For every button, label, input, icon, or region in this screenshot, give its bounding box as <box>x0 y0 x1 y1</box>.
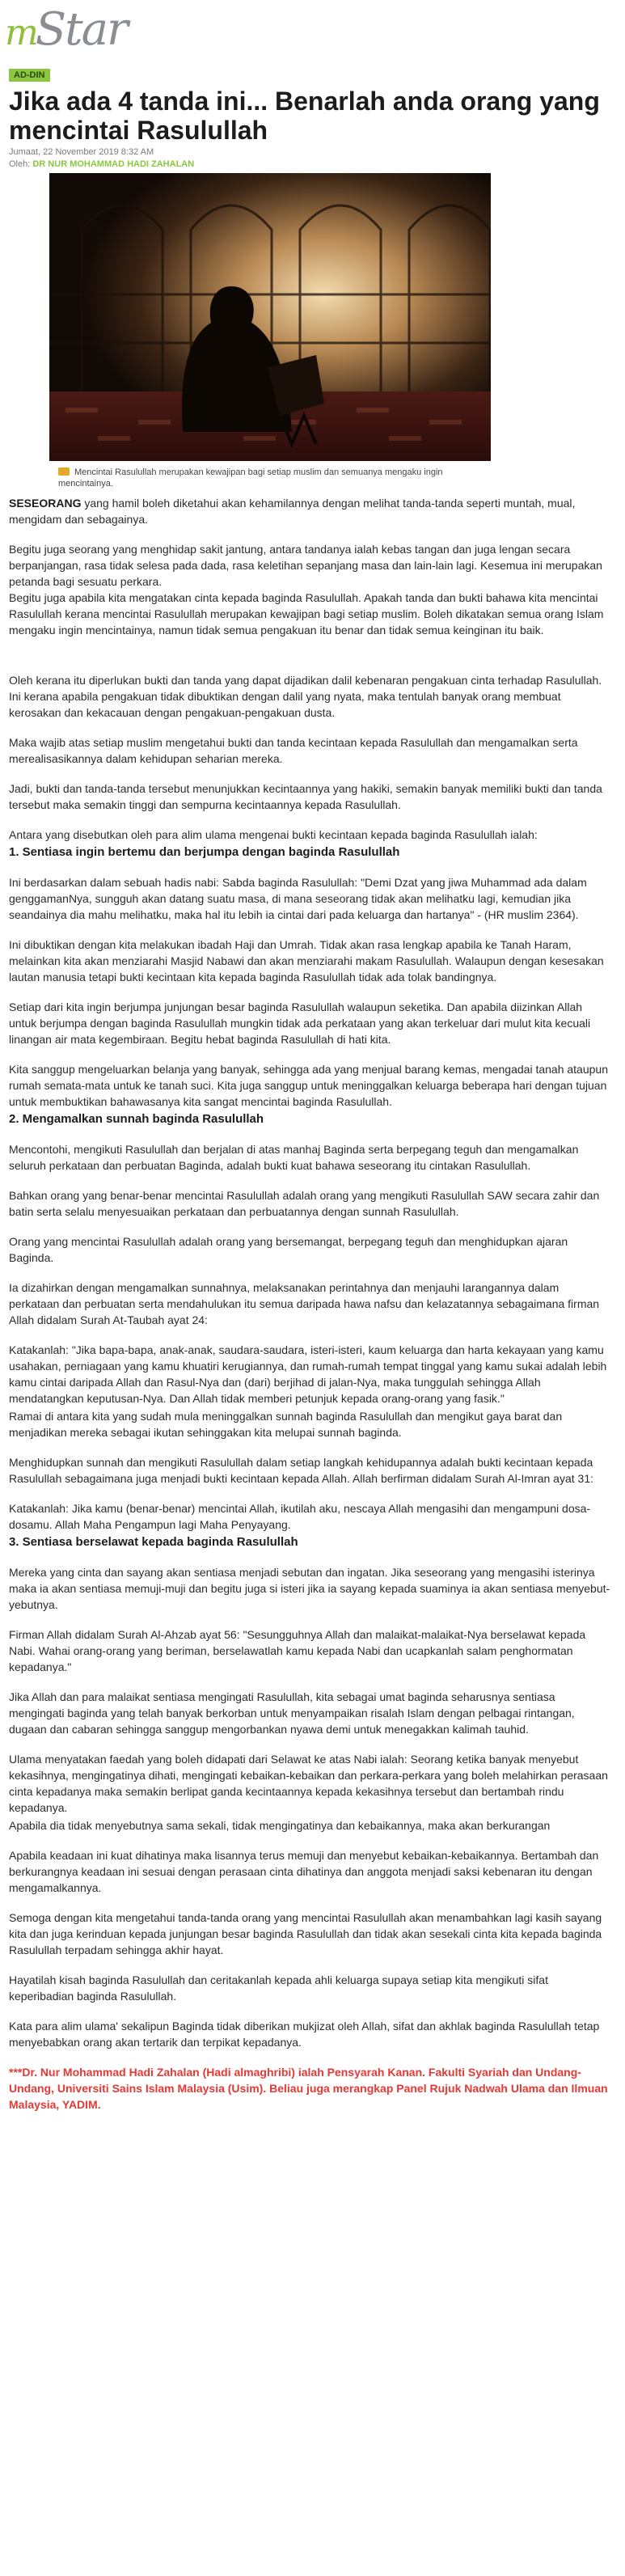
paragraph: Jika Allah dan para malaikat sentiasa mengingati Rasulullah, kita sebagai umat baginda seharusnya sentiasa mengingati baginda yang telah banyak berkorban untuk menyampaikan risalah Islam dengan pelbagai rintangan, dugaan dan cabaran sehingga sanggup mengorbankan nyawa demi untuk menegakkan kalimah tauhid. <box>9 1690 575 1736</box>
paragraph: Apabila keadaan ini kuat dihatinya maka lisannya terus memuji dan menyebut kebaikan-kebaikannya. Bertambah dan berkurangnya keadaan ini sesuai dengan perasaan cinta dihatinya dan anggota menjadi saksi kebenaran itu dengan mengamalkannya. <box>9 1849 599 1894</box>
paragraph: Katakanlah: "Jika bapa-bapa, anak-anak, saudara-saudara, isteri-isteri, kaum keluarga dan harta kekayaan yang kamu usahakan, perniagaan yang kamu khuatiri kerugiannya, dan rumah-rumah tempat tinggal yang kamu sukai adalah lebih kamu cintai daripada Allah dan Rasul-Nya dan (dari) berjihad di jalan-Nya, maka tunggulah sehingga Allah mendatangkan keputusan-Nya. Dan Allah tidak memberi petunjuk kepada orang-orang yang fasik." <box>9 1343 607 1405</box>
hero-image-illustration <box>49 173 491 461</box>
paragraph: Antara yang disebutkan oleh para alim ulama mengenai bukti kecintaan kepada baginda Rasulullah ialah: <box>9 828 538 841</box>
paragraph: Kita sanggup mengeluarkan belanja yang banyak, sehingga ada yang menjual barang kemas, mengadai tanah ataupun rumah semata-mata untuk ke tanah suci. Kita juga sanggup untuk meninggalkan keluarga beberapa hari dengan tujuan untuk membuktikan bahawasanya kita sangat mencintai baginda Rasulullah. <box>9 1063 608 1108</box>
paragraph: Ramai di antara kita yang sudah mula meninggalkan sunnah baginda Rasulullah dan mengikut gaya barat dan menjadikan mereka sebagai ikutan sehinggakan kita melupai sunnah baginda. <box>9 1410 563 1439</box>
section-heading: 2. Mengamalkan sunnah baginda Rasulullah <box>9 1112 264 1126</box>
paragraph: Orang yang mencintai Rasulullah adalah orang yang bersemangat, berpegang teguh dan menghidupkan ajaran Baginda. <box>9 1235 568 1264</box>
paragraph: Firman Allah didalam Surah Al-Ahzab ayat 56: "Sesungguhnya Allah dan malaikat-malaikat-Nya berselawat kepada Nabi. Wahai orang-orang yang beriman, berselawatlah kamu kepada Nabi dan ucapkanlah salam penghormatan kepadanya." <box>9 1628 586 1673</box>
paragraph: Menghidupkan sunnah dan mengikuti Rasulullah dalam setiap langkah kehidupannya adalah bukti kecintaan kepada Rasulullah sebagaimana juga menjadi bukti kecintaan kepada Allah. Allah berfirman didalam Surah Al-Imran ayat 31: <box>9 1456 593 1485</box>
section-heading: 3. Sentiasa berselawat kepada baginda Rasulullah <box>9 1535 298 1549</box>
paragraph: Apabila dia tidak menyebutnya sama sekali, tidak mengingatinya dan kebaikannya, maka akan berkurangan <box>9 1819 551 1832</box>
paragraph: Setiap dari kita ingin berjumpa junjungan besar baginda Rasulullah walaupun seketika. Dan apabila diizinkan Allah untuk berjumpa dengan baginda Rasulullah mungkin tidak ada perkataan yang akan terkeluar dari mulut kita kecuali linangan air mata kegembiraan. Begitu hebat baginda Rasulullah di hati kita. <box>9 1000 591 1046</box>
paragraph: Begitu juga seorang yang menghidap sakit jantung, antara tandanya ialah kebas tangan dan juga lengan secara berpanjangan, rasa tidak selesa pada dada, rasa keletihan sepanjang masa dan lain-lain lagi. Kesemua ini merupakan petanda bagi sesuatu perkara. <box>9 543 602 588</box>
paragraph: Semoga dengan kita mengetahui tanda-tanda orang yang mencintai Rasulullah akan menambahkan lagi kasih sayang kita dan juga kerinduan kepada junjungan besar baginda Rasulullah dan tidak akan sesekali cinta kita kepada baginda Rasulullah terpadam sehingga akhir hayat. <box>9 1911 602 1956</box>
lead-word: SESEORANG <box>9 497 82 510</box>
paragraph: Mereka yang cinta dan sayang akan sentiasa menjadi sebutan dan ingatan. Jika seseorang yang mengasihi isterinya maka ia akan sentiasa memuji-muji dan begitu juga si isteri jika ia sayang kepada suaminya ia akan sentiasa menyebut-yebutnya. <box>9 1566 610 1611</box>
paragraph: Mencontohi, mengikuti Rasulullah dan berjalan di atas manhaj Baginda serta berpegang teguh dan mengamalkan seluruh perkataan dan perbuatan Baginda, adalah bukti kuat bahawa seseorang itu cintakan Rasulullah. <box>9 1143 579 1172</box>
author-link[interactable]: DR NUR MOHAMMAD HADI ZAHALAN <box>32 159 195 169</box>
hero-image <box>49 173 491 461</box>
publish-date: Jumaat, 22 November 2019 8:32 AM <box>9 147 154 157</box>
byline-prefix: Oleh: <box>9 159 33 169</box>
paragraph: Katakanlah: Jika kamu (benar-benar) mencintai Allah, ikutilah aku, nescaya Allah mengasihi dan mengampuni dosa-dosamu. Allah Maha Pengampun lagi Maha Penyayang. <box>9 1502 591 1531</box>
paragraph: Ini berdasarkan dalam sebuah hadis nabi: Sabda baginda Rasulullah: "Demi Dzat yang jiwa Muhammad ada dalam genggamanNya, sungguh akan datang suatu masa, di mana seseorang tidak akan melihatku lagi, kemudian jika seandainya dia mahu melihatku, maka hal itu lebih ia cintai dari pada keluarga dan hartanya" - (HR muslim 2364). <box>9 876 587 921</box>
byline <box>9 159 194 169</box>
paragraph: Maka wajib atas setiap muslim mengetahui bukti dan tanda kecintaan kepada Rasulullah dan mengamalkan serta merealisasikannya dalam kehidupan seharian mereka. <box>9 736 578 765</box>
paragraph: Ia dizahirkan dengan mengamalkan sunnahnya, melaksanakan perintahnya dan menjauhi larangannya dalam perkataan dan perbuatan serta mendahulukan itu semua daripada hawa nafsu dan kelazatannya sebagaimana firman Allah didalam Surah At-Taubah ayat 24: <box>9 1281 600 1326</box>
section-heading: 1. Sentiasa ingin bertemu dan berjumpa dengan baginda Rasulullah <box>9 845 400 859</box>
category-tag[interactable]: AD-DIN <box>9 69 50 82</box>
site-logo[interactable]: mStar <box>5 3 127 56</box>
paragraph: Ini dibuktikan dengan kita melakukan ibadah Haji dan Umrah. Tidak akan rasa lengkap apabila ke Tanah Haram, melainkan kita akan menziarahi Masjid Nabawi dan akan menziarahi makam Rasulullah. Walaupun dengan kesesakan lautan manusia tetapi bukti kecintaan kita kepada baginda Rasulullah tidak ada tolak bandingnya. <box>9 938 604 983</box>
paragraph: Kata para alim ulama' sekalipun Baginda tidak diberikan mukjizat oleh Allah, sifat dan akhlak baginda Rasulullah tetap menyebabkan orang akan tertarik dan terpikat kepadanya. <box>9 2020 600 2049</box>
author-footnote: ***Dr. Nur Mohammad Hadi Zahalan (Hadi almaghribi) ialah Pensyarah Kanan. Fakulti Syariah dan Undang-Undang, Universiti Sains Islam Malaysia (Usim). Beliau juga merangkap Panel Rujuk Nadwah Ulama dan Ilmuan Malaysia, YADIM. <box>9 2066 608 2111</box>
camera-icon <box>58 467 70 476</box>
paragraph: Ulama menyatakan faedah yang boleh didapati dari Selawat ke atas Nabi ialah: Seorang ketika banyak menyebut kekasihnya, mengingatinya dihati, mengingati kebaikan-kebaikan dan perkara-perkara yang boleh melahirkan perasaan cinta kepadanya maka semakin berlipat ganda kecintaannya kepada kekasihnya tersebut dan bertambah rindu kepadanya. <box>9 1753 608 1814</box>
article-title: Jika ada 4 tanda ini... Benarlah anda orang yang mencintai Rasulullah <box>9 87 600 145</box>
paragraph: Jadi, bukti dan tanda-tanda tersebut menunjukkan kecintaannya yang hakiki, semakin banyak memiliki bukti dan tanda tersebut maka semakin tinggi dan sempurna kecintaannya kepada Rasulullah. <box>9 782 602 811</box>
paragraph: Bahkan orang yang benar-benar mencintai Rasulullah adalah orang yang mengikuti Rasulullah SAW secara zahir dan batin serta selalu menyesuaikan perkataan dan perbuatannya dengan sunnah Rasulullah. <box>9 1189 600 1218</box>
paragraph: Begitu juga apabila kita mengatakan cinta kepada baginda Rasulullah. Apakah tanda dan bukti bahawa kita mencintai Rasulullah kerana mencintai Rasulullah merupakan kewajipan bagi setiap muslim. Boleh dikatakan semua orang Islam mengaku ingin mencintainya, namun tidak semua pengakuan itu benar dan tidak semua keinginan itu baik. <box>9 591 604 637</box>
article-body <box>9 495 611 2113</box>
paragraph: SESEORANG yang hamil boleh diketahui akan kehamilannya dengan melihat tanda-tanda seperti muntah, mual, mengidam dan sebagainya. <box>9 497 576 526</box>
paragraph: Oleh kerana itu diperlukan bukti dan tanda yang dapat dijadikan dalil kebenaran pengakuan cinta terhadap Rasulullah. Ini kerana apabila pengakuan tidak dibuktikan dengan dalil yang nyata, maka tentulah banyak orang membuat kerosakan dan kekacauan dengan pengakuan-pengakuan dusta. <box>9 674 602 719</box>
image-caption: Mencintai Rasulullah merupakan kewajipan bagi setiap muslim dan semuanya mengaku ingin mencintainya. <box>58 467 443 489</box>
paragraph: Hayatilah kisah baginda Rasulullah dan ceritakanlah kepada ahli keluarga supaya setiap kita mengikuti sifat keperibadian baginda Rasulullah. <box>9 1973 548 2003</box>
